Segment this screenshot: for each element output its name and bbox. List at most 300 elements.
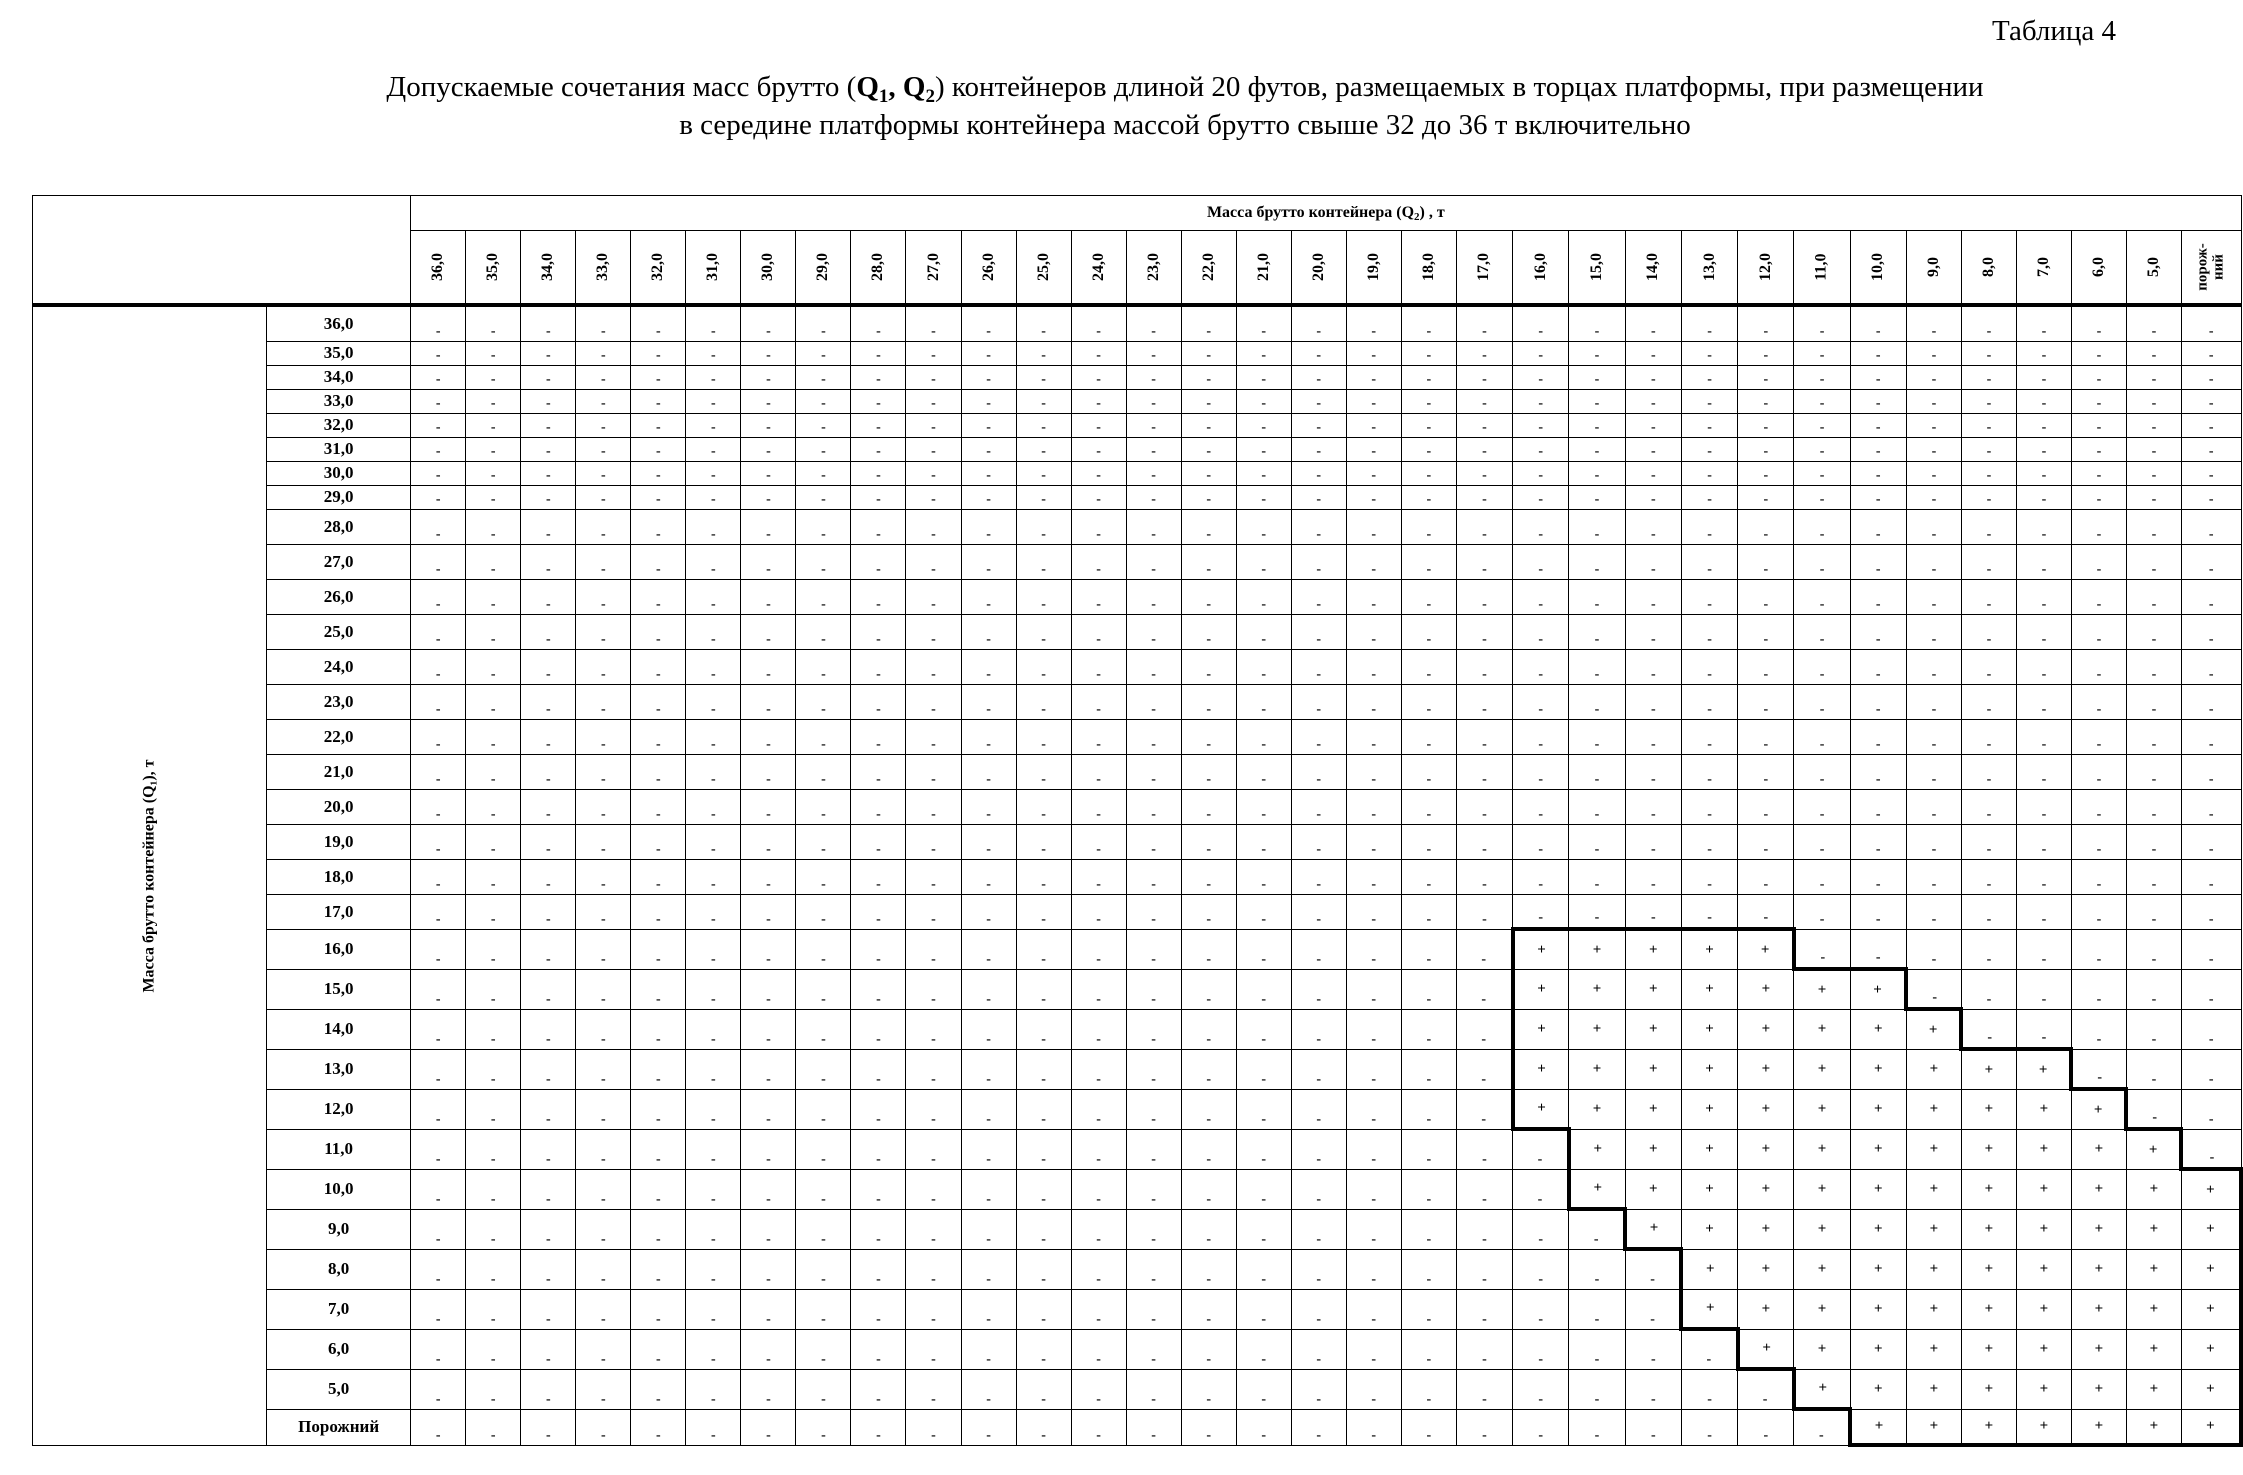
forbidden-cell: - (1456, 485, 1512, 509)
forbidden-cell: - (1181, 614, 1236, 649)
forbidden-cell: - (741, 684, 796, 719)
forbidden-cell: - (1625, 684, 1681, 719)
forbidden-cell: - (521, 719, 576, 754)
forbidden-cell: - (686, 1209, 741, 1249)
forbidden-cell: - (1016, 719, 1071, 754)
forbidden-cell: - (1906, 754, 1961, 789)
forbidden-cell: - (1569, 413, 1625, 437)
forbidden-cell: - (961, 485, 1016, 509)
column-header: 34,0 (521, 231, 576, 306)
forbidden-cell: - (851, 389, 906, 413)
forbidden-cell: - (2181, 413, 2241, 437)
forbidden-cell: - (576, 579, 631, 614)
column-header: 35,0 (466, 231, 521, 306)
forbidden-cell: - (1961, 509, 2016, 544)
forbidden-cell: - (631, 1409, 686, 1445)
forbidden-cell: - (1681, 509, 1737, 544)
forbidden-cell: - (631, 789, 686, 824)
forbidden-cell: - (576, 509, 631, 544)
forbidden-cell: - (411, 894, 466, 929)
allowed-cell: + (1961, 1209, 2016, 1249)
forbidden-cell: - (961, 969, 1016, 1009)
forbidden-cell: - (1016, 1129, 1071, 1169)
forbidden-cell: - (2126, 365, 2181, 389)
forbidden-cell: - (961, 684, 1016, 719)
forbidden-cell: - (1126, 719, 1181, 754)
forbidden-cell: - (1401, 894, 1456, 929)
column-header: 17,0 (1456, 231, 1512, 306)
forbidden-cell: - (796, 544, 851, 579)
forbidden-cell: - (1401, 684, 1456, 719)
forbidden-cell: - (1513, 365, 1569, 389)
forbidden-cell: - (1346, 485, 1401, 509)
forbidden-cell: - (906, 365, 961, 389)
allowed-cell: + (1961, 1169, 2016, 1209)
forbidden-cell: - (521, 969, 576, 1009)
table-row (33, 544, 2242, 579)
forbidden-cell: - (1126, 684, 1181, 719)
forbidden-cell: - (1401, 1409, 1456, 1445)
forbidden-cell: - (1738, 1409, 1794, 1445)
allowed-cell: + (2126, 1209, 2181, 1249)
allowed-cell: + (1906, 1289, 1961, 1329)
forbidden-cell: - (576, 389, 631, 413)
forbidden-cell: - (631, 305, 686, 341)
forbidden-cell: - (1456, 305, 1512, 341)
forbidden-cell: - (686, 1329, 741, 1369)
forbidden-cell: - (796, 509, 851, 544)
column-header: 30,0 (741, 231, 796, 306)
forbidden-cell: - (1016, 789, 1071, 824)
forbidden-cell: - (1291, 789, 1346, 824)
forbidden-cell: - (796, 684, 851, 719)
forbidden-cell: - (411, 341, 466, 365)
forbidden-cell: - (851, 1249, 906, 1289)
forbidden-cell: - (1181, 413, 1236, 437)
column-header: 21,0 (1236, 231, 1291, 306)
forbidden-cell: - (2071, 365, 2126, 389)
allowed-cell: + (2126, 1169, 2181, 1209)
column-group-header: Масса брутто контейнера $(Q_2)$ , т (411, 196, 2241, 231)
forbidden-cell: - (906, 1169, 961, 1209)
forbidden-cell: - (1291, 461, 1346, 485)
forbidden-cell: - (1401, 1329, 1456, 1369)
forbidden-cell: - (851, 614, 906, 649)
allowed-cell: + (1625, 1169, 1681, 1209)
forbidden-cell: - (796, 929, 851, 969)
forbidden-cell: - (961, 413, 1016, 437)
forbidden-cell: - (1401, 789, 1456, 824)
allowed-cell: + (2126, 1249, 2181, 1289)
forbidden-cell: - (1569, 389, 1625, 413)
forbidden-cell: - (851, 754, 906, 789)
forbidden-cell: - (521, 389, 576, 413)
forbidden-cell: - (521, 754, 576, 789)
forbidden-cell: - (1071, 824, 1126, 859)
forbidden-cell: - (1181, 1289, 1236, 1329)
forbidden-cell: - (961, 754, 1016, 789)
row-header: 33,0 (267, 389, 411, 413)
forbidden-cell: - (1850, 719, 1906, 754)
forbidden-cell: - (1738, 824, 1794, 859)
forbidden-cell: - (1291, 544, 1346, 579)
forbidden-cell: - (1016, 544, 1071, 579)
forbidden-cell: - (1236, 1249, 1291, 1289)
forbidden-cell: - (2181, 719, 2241, 754)
forbidden-cell: - (1126, 579, 1181, 614)
allowed-cell: + (1850, 1409, 1906, 1445)
forbidden-cell: - (1738, 894, 1794, 929)
forbidden-cell: - (1401, 485, 1456, 509)
forbidden-cell: - (521, 437, 576, 461)
forbidden-cell: - (521, 789, 576, 824)
table-row (33, 1089, 2242, 1129)
allowed-cell: + (1850, 1369, 1906, 1409)
allowed-cell: + (1850, 1009, 1906, 1049)
forbidden-cell: - (521, 1289, 576, 1329)
forbidden-cell: - (1126, 614, 1181, 649)
forbidden-cell: - (466, 649, 521, 684)
forbidden-cell: - (851, 461, 906, 485)
column-header: 7,0 (2016, 231, 2071, 306)
forbidden-cell: - (851, 305, 906, 341)
forbidden-cell: - (1850, 305, 1906, 341)
forbidden-cell: - (1961, 789, 2016, 824)
allowed-cell: + (2181, 1369, 2241, 1409)
forbidden-cell: - (1236, 579, 1291, 614)
forbidden-cell: - (466, 579, 521, 614)
allowed-cell: + (1569, 1009, 1625, 1049)
forbidden-cell: - (576, 859, 631, 894)
forbidden-cell: - (466, 437, 521, 461)
forbidden-cell: - (1625, 614, 1681, 649)
forbidden-cell: - (961, 1209, 1016, 1249)
forbidden-cell: - (521, 544, 576, 579)
row-header: 29,0 (267, 485, 411, 509)
forbidden-cell: - (796, 614, 851, 649)
forbidden-cell: - (1291, 1049, 1346, 1089)
forbidden-cell: - (521, 305, 576, 341)
forbidden-cell: - (1016, 1289, 1071, 1329)
forbidden-cell: - (1625, 859, 1681, 894)
forbidden-cell: - (961, 461, 1016, 485)
forbidden-cell: - (2071, 579, 2126, 614)
forbidden-cell: - (2126, 719, 2181, 754)
forbidden-cell: - (1794, 859, 1850, 894)
forbidden-cell: - (1236, 461, 1291, 485)
forbidden-cell: - (686, 1049, 741, 1089)
forbidden-cell: - (1126, 859, 1181, 894)
forbidden-cell: - (1071, 485, 1126, 509)
forbidden-cell: - (1346, 305, 1401, 341)
forbidden-cell: - (1016, 485, 1071, 509)
forbidden-cell: - (2016, 824, 2071, 859)
forbidden-cell: - (1126, 544, 1181, 579)
forbidden-cell: - (411, 1209, 466, 1249)
forbidden-cell: - (1569, 1369, 1625, 1409)
forbidden-cell: - (1569, 1289, 1625, 1329)
forbidden-cell: - (631, 1249, 686, 1289)
column-header: 16,0 (1513, 231, 1569, 306)
forbidden-cell: - (1071, 1329, 1126, 1369)
forbidden-cell: - (961, 1329, 1016, 1369)
forbidden-cell: - (1456, 719, 1512, 754)
forbidden-cell: - (741, 894, 796, 929)
forbidden-cell: - (1569, 649, 1625, 684)
forbidden-cell: - (2071, 649, 2126, 684)
row-header: 23,0 (267, 684, 411, 719)
forbidden-cell: - (1456, 341, 1512, 365)
forbidden-cell: - (1291, 1329, 1346, 1369)
forbidden-cell: - (1456, 859, 1512, 894)
forbidden-cell: - (1513, 341, 1569, 365)
row-header: 20,0 (267, 789, 411, 824)
forbidden-cell: - (961, 614, 1016, 649)
allowed-cell: + (2071, 1409, 2126, 1445)
forbidden-cell: - (1346, 1249, 1401, 1289)
forbidden-cell: - (631, 1049, 686, 1089)
forbidden-cell: - (2016, 341, 2071, 365)
forbidden-cell: - (1016, 1169, 1071, 1209)
forbidden-cell: - (1625, 1329, 1681, 1369)
forbidden-cell: - (466, 684, 521, 719)
title-separator: , (888, 71, 903, 103)
forbidden-cell: - (1291, 305, 1346, 341)
allowed-cell: + (1681, 1009, 1737, 1049)
forbidden-cell: - (1291, 1369, 1346, 1409)
forbidden-cell: - (1794, 437, 1850, 461)
forbidden-cell: - (796, 485, 851, 509)
forbidden-cell: - (2181, 579, 2241, 614)
forbidden-cell: - (576, 1129, 631, 1169)
table-row (33, 485, 2242, 509)
forbidden-cell: - (1071, 1409, 1126, 1445)
forbidden-cell: - (521, 365, 576, 389)
table-number: Таблица 4 (1991, 15, 2116, 47)
forbidden-cell: - (631, 614, 686, 649)
forbidden-cell: - (1291, 389, 1346, 413)
forbidden-cell: - (1850, 649, 1906, 684)
forbidden-cell: - (521, 649, 576, 684)
forbidden-cell: - (741, 509, 796, 544)
forbidden-cell: - (1291, 719, 1346, 754)
column-header: 29,0 (796, 231, 851, 306)
forbidden-cell: - (1681, 461, 1737, 485)
forbidden-cell: - (466, 413, 521, 437)
allowed-cell: + (2016, 1249, 2071, 1289)
title-text-1: Допускаемые сочетания масс брутто ( (386, 71, 857, 103)
forbidden-cell: - (1513, 614, 1569, 649)
table-row (33, 614, 2242, 649)
forbidden-cell: - (1016, 1369, 1071, 1409)
forbidden-cell: - (1625, 544, 1681, 579)
forbidden-cell: - (686, 894, 741, 929)
forbidden-cell: - (1625, 365, 1681, 389)
forbidden-cell: - (851, 719, 906, 754)
forbidden-cell: - (1906, 719, 1961, 754)
forbidden-cell: - (686, 1369, 741, 1409)
forbidden-cell: - (686, 341, 741, 365)
forbidden-cell: - (1513, 649, 1569, 684)
forbidden-cell: - (521, 1369, 576, 1409)
forbidden-cell: - (2071, 389, 2126, 413)
forbidden-cell: - (2181, 684, 2241, 719)
forbidden-cell: - (2181, 1089, 2241, 1129)
forbidden-cell: - (2181, 461, 2241, 485)
forbidden-cell: - (1906, 969, 1961, 1009)
forbidden-cell: - (1016, 579, 1071, 614)
allowed-cell: + (1625, 1049, 1681, 1089)
forbidden-cell: - (576, 341, 631, 365)
forbidden-cell: - (686, 859, 741, 894)
allowed-cell: + (2071, 1209, 2126, 1249)
forbidden-cell: - (1291, 824, 1346, 859)
forbidden-cell: - (411, 824, 466, 859)
forbidden-cell: - (1126, 929, 1181, 969)
forbidden-cell: - (1625, 509, 1681, 544)
forbidden-cell: - (1016, 1249, 1071, 1289)
forbidden-cell: - (631, 341, 686, 365)
forbidden-cell: - (1346, 544, 1401, 579)
forbidden-cell: - (1681, 719, 1737, 754)
forbidden-cell: - (796, 1369, 851, 1409)
column-header: 32,0 (631, 231, 686, 306)
forbidden-cell: - (1401, 509, 1456, 544)
forbidden-cell: - (1569, 544, 1625, 579)
forbidden-cell: - (2071, 719, 2126, 754)
column-header: 12,0 (1738, 231, 1794, 306)
forbidden-cell: - (631, 754, 686, 789)
forbidden-cell: - (1794, 824, 1850, 859)
forbidden-cell: - (1961, 437, 2016, 461)
forbidden-cell: - (1681, 649, 1737, 684)
forbidden-cell: - (1291, 1409, 1346, 1445)
allowed-cell: + (1961, 1129, 2016, 1169)
forbidden-cell: - (1625, 1249, 1681, 1289)
column-header: порож- ний (2181, 231, 2241, 306)
forbidden-cell: - (1291, 649, 1346, 684)
forbidden-cell: - (1016, 1089, 1071, 1129)
forbidden-cell: - (1346, 461, 1401, 485)
forbidden-cell: - (2016, 614, 2071, 649)
forbidden-cell: - (1016, 1329, 1071, 1369)
forbidden-cell: - (411, 754, 466, 789)
forbidden-cell: - (2181, 544, 2241, 579)
forbidden-cell: - (1181, 1049, 1236, 1089)
forbidden-cell: - (1071, 341, 1126, 365)
forbidden-cell: - (2016, 929, 2071, 969)
forbidden-cell: - (1961, 461, 2016, 485)
forbidden-cell: - (1513, 1369, 1569, 1409)
forbidden-cell: - (576, 544, 631, 579)
allowed-cell: + (2016, 1169, 2071, 1209)
forbidden-cell: - (741, 544, 796, 579)
forbidden-cell: - (1850, 389, 1906, 413)
forbidden-cell: - (1906, 544, 1961, 579)
forbidden-cell: - (1346, 1169, 1401, 1209)
forbidden-cell: - (1126, 1049, 1181, 1089)
forbidden-cell: - (1071, 969, 1126, 1009)
forbidden-cell: - (686, 1129, 741, 1169)
forbidden-cell: - (1236, 1169, 1291, 1209)
forbidden-cell: - (1738, 389, 1794, 413)
forbidden-cell: - (796, 969, 851, 1009)
forbidden-cell: - (1456, 614, 1512, 649)
forbidden-cell: - (686, 413, 741, 437)
forbidden-cell: - (1016, 614, 1071, 649)
allowed-cell: + (1961, 1329, 2016, 1369)
forbidden-cell: - (1456, 365, 1512, 389)
forbidden-cell: - (1456, 389, 1512, 413)
forbidden-cell: - (686, 1289, 741, 1329)
forbidden-cell: - (961, 1009, 1016, 1049)
forbidden-cell: - (1071, 544, 1126, 579)
forbidden-cell: - (1850, 579, 1906, 614)
forbidden-cell: - (1346, 437, 1401, 461)
forbidden-cell: - (686, 1409, 741, 1445)
allowed-cell: + (2016, 1369, 2071, 1409)
allowed-cell: + (1569, 969, 1625, 1009)
forbidden-cell: - (1346, 859, 1401, 894)
forbidden-cell: - (2181, 824, 2241, 859)
row-header: 13,0 (267, 1049, 411, 1089)
allowed-cell: + (1513, 1009, 1569, 1049)
forbidden-cell: - (2181, 754, 2241, 789)
allowed-cell: + (2181, 1409, 2241, 1445)
forbidden-cell: - (631, 544, 686, 579)
forbidden-cell: - (1401, 1049, 1456, 1089)
forbidden-cell: - (1291, 1129, 1346, 1169)
forbidden-cell: - (466, 754, 521, 789)
forbidden-cell: - (1346, 1129, 1401, 1169)
forbidden-cell: - (1513, 719, 1569, 754)
forbidden-cell: - (1181, 894, 1236, 929)
forbidden-cell: - (576, 437, 631, 461)
forbidden-cell: - (796, 1089, 851, 1129)
forbidden-cell: - (1126, 894, 1181, 929)
forbidden-cell: - (1126, 1289, 1181, 1329)
forbidden-cell: - (686, 544, 741, 579)
allowed-cell: + (1906, 1369, 1961, 1409)
forbidden-cell: - (796, 789, 851, 824)
forbidden-cell: - (1291, 509, 1346, 544)
forbidden-cell: - (1850, 544, 1906, 579)
forbidden-cell: - (2126, 1089, 2181, 1129)
forbidden-cell: - (796, 1169, 851, 1209)
forbidden-cell: - (851, 509, 906, 544)
forbidden-cell: - (1794, 754, 1850, 789)
table-row (33, 859, 2242, 894)
forbidden-cell: - (576, 754, 631, 789)
forbidden-cell: - (631, 437, 686, 461)
forbidden-cell: - (906, 1409, 961, 1445)
allowed-cell: + (1681, 929, 1737, 969)
forbidden-cell: - (2071, 684, 2126, 719)
forbidden-cell: - (1401, 461, 1456, 485)
table-row (33, 684, 2242, 719)
forbidden-cell: - (1738, 684, 1794, 719)
column-header: 13,0 (1681, 231, 1737, 306)
forbidden-cell: - (1906, 305, 1961, 341)
forbidden-cell: - (741, 579, 796, 614)
forbidden-cell: - (1456, 1129, 1512, 1169)
forbidden-cell: - (1850, 929, 1906, 969)
forbidden-cell: - (1513, 1249, 1569, 1289)
forbidden-cell: - (631, 684, 686, 719)
forbidden-cell: - (1181, 1129, 1236, 1169)
forbidden-cell: - (1291, 579, 1346, 614)
forbidden-cell: - (1569, 509, 1625, 544)
